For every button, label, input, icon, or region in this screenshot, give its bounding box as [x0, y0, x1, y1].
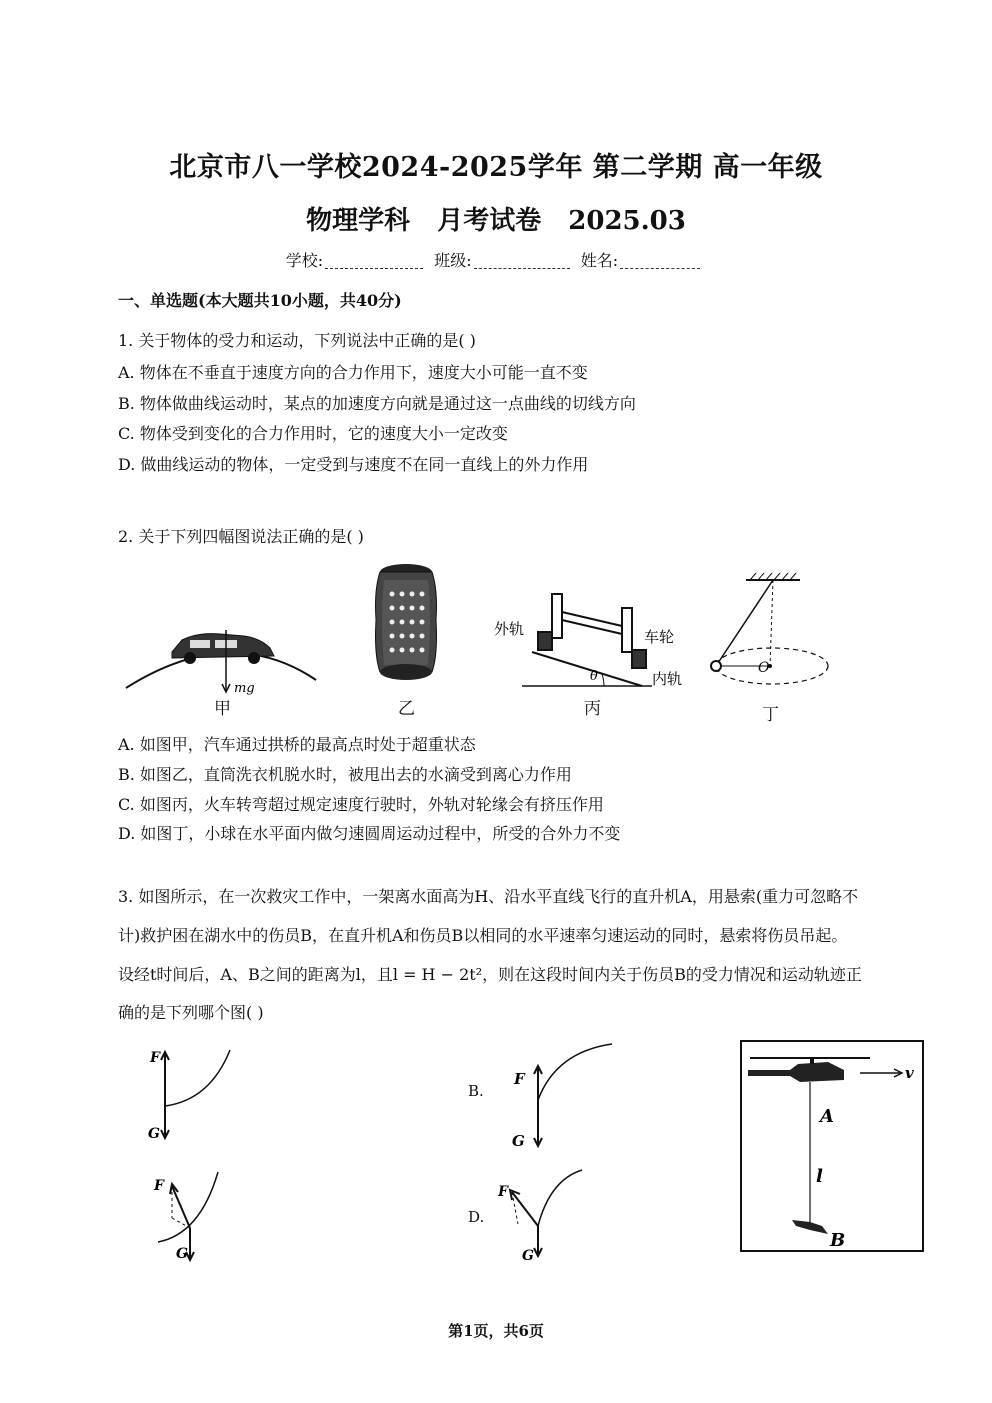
- trajectory-curve: [158, 1172, 218, 1242]
- school-blank[interactable]: [325, 254, 423, 269]
- ball: [711, 661, 721, 671]
- force-f-label: F: [154, 1178, 164, 1194]
- q2-option-a: A. 如图甲，汽车通过拱桥的最高点时处于超重状态: [118, 735, 476, 754]
- q2-option-c: C. 如图丙，火车转弯超过规定速度行驶时，外轨对轮缘会有挤压作用: [118, 795, 604, 814]
- q3-option-b-letter: B.: [468, 1082, 484, 1100]
- inner-rail-label: 内轨: [652, 670, 683, 688]
- figure-bing-train-rails: [492, 576, 692, 692]
- gravity-g-label: G: [522, 1248, 534, 1264]
- q2-option-d: D. 如图丁，小球在水平面内做匀速圆周运动过程中，所受的合外力不变: [118, 824, 621, 843]
- student-info-row: [0, 248, 992, 271]
- force-f-label: F: [514, 1070, 525, 1088]
- point-b-label: B: [830, 1230, 846, 1251]
- length-l-label: l: [816, 1166, 823, 1187]
- q3-line-1: 3. 如图所示，在一次救灾工作中，一架离水面高为H、沿水平直线飞行的直升机A，用悬索(重力可忽略不: [118, 887, 859, 906]
- outer-rail-label: 外轨: [494, 620, 525, 638]
- trajectory-curve: [165, 1050, 230, 1106]
- exam-title: 北京市八一学校2024-2025学年 第二学期 高一年级: [169, 152, 823, 183]
- exam-subtitle: [0, 200, 992, 237]
- q3-line-4: 确的是下列哪个图( ): [118, 1003, 264, 1022]
- class-blank[interactable]: [474, 254, 570, 269]
- gravity-g-label: G: [176, 1246, 188, 1262]
- q1-option-d: D. 做曲线运动的物体，一定受到与速度不在同一直线上的外力作用: [118, 455, 589, 474]
- wheel-label: 车轮: [644, 628, 675, 646]
- q3-figure-d: [494, 1160, 604, 1270]
- q2-stem: 2. 关于下列四幅图说法正确的是( ): [118, 527, 364, 546]
- velocity-v-label: v: [905, 1064, 914, 1082]
- center-o-label: O: [758, 660, 770, 676]
- q3-figure-a: [140, 1040, 250, 1150]
- gravity-g-label: G: [512, 1132, 525, 1150]
- school-label: 学校:: [285, 251, 324, 270]
- point-a-label: A: [820, 1106, 834, 1127]
- q3-figure-b: [508, 1036, 628, 1156]
- bridge-arch: [126, 653, 316, 688]
- q3-line-3: 设经t时间后，A、B之间的距离为l，且l = H − 2t²，则在这段时间内关于伤员B的受力情况和运动轨迹正: [118, 965, 862, 984]
- section-title: 一、单选题(本大题共10小题，共40分): [118, 291, 402, 310]
- car-icon: [172, 634, 274, 664]
- q1-option-b: B. 物体做曲线运动时，某点的加速度方向就是通过这一点曲线的切线方向: [118, 394, 636, 413]
- q2-option-b: B. 如图乙，直筒洗衣机脱水时，被甩出去的水滴受到离心力作用: [118, 765, 572, 784]
- trajectory-curve: [538, 1044, 612, 1100]
- q3-option-d-letter: D.: [468, 1208, 485, 1226]
- page-number: 第1页，共6页: [448, 1322, 544, 1340]
- exam-date: 2025.03: [568, 206, 686, 236]
- class-label: 班级:: [434, 251, 472, 270]
- caption-ding: 丁: [762, 705, 779, 725]
- force-f-label: F: [150, 1050, 160, 1066]
- q3-helicopter-diagram: [740, 1040, 926, 1256]
- name-blank[interactable]: [620, 254, 700, 269]
- caption-yi: 乙: [398, 699, 415, 719]
- gravity-g-label: G: [148, 1126, 160, 1142]
- mg-label: mg: [234, 681, 255, 696]
- wheel-axle: [538, 594, 646, 668]
- q1-stem: 1. 关于物体的受力和运动，下列说法中正确的是( ): [118, 331, 476, 350]
- force-f-label: F: [498, 1184, 508, 1200]
- caption-bing: 丙: [584, 699, 601, 719]
- pendulum-string: [716, 580, 773, 666]
- q3-line-2: 计)救护困在湖水中的伤员B，在直升机A和伤员B以相同的水平速率匀速运动的同时，悬索将伤员吊起。: [118, 926, 848, 945]
- figure-ding-conical-pendulum: [700, 570, 840, 692]
- figure-yi-washing-drum: [366, 560, 446, 690]
- q1-option-c: C. 物体受到变化的合力作用时，它的速度大小一定改变: [118, 424, 508, 443]
- q3-figure-c: [140, 1164, 250, 1274]
- theta-label: θ: [590, 669, 598, 684]
- figure-jia-car-on-bridge: [120, 600, 320, 700]
- trajectory-curve: [538, 1170, 582, 1226]
- subject-label: 物理学科: [306, 206, 411, 236]
- q1-option-a: A. 物体在不垂直于速度方向的合力作用下，速度大小可能一直不变: [118, 363, 588, 382]
- exam-type-label: 月考试卷: [437, 206, 542, 236]
- name-label: 姓名:: [580, 251, 619, 270]
- caption-jia: 甲: [214, 699, 231, 719]
- banked-plane: [532, 652, 642, 686]
